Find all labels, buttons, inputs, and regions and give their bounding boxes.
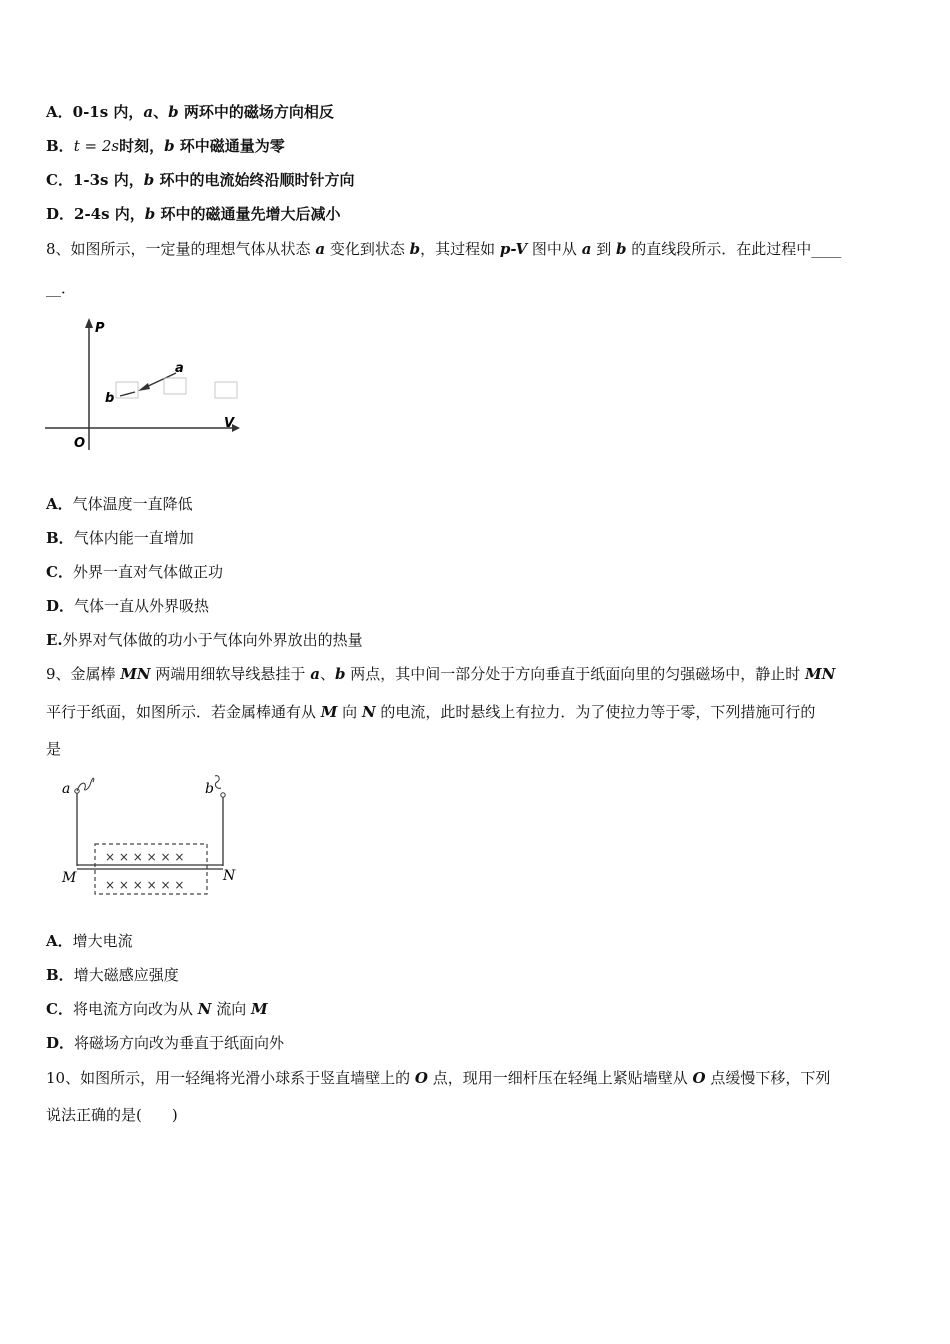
q10-stem-line2: 说法正确的是( ) <box>46 1106 178 1124</box>
p-axis-label: P <box>95 321 105 336</box>
q8-option-e: E.外界对气体做的功小于气体向外界放出的热量 <box>46 631 363 649</box>
point-a-label: a <box>175 361 184 376</box>
v-axis-label: V <box>224 416 235 431</box>
end-n-label: N <box>223 868 236 884</box>
q9-stem-line3: 是 <box>46 740 62 758</box>
q8-option-d: D．气体一直从外界吸热 <box>46 597 210 615</box>
q9-option-c: C．将电流方向改为从 N 流向 M <box>46 1000 268 1018</box>
point-b-label: b <box>205 781 214 797</box>
q8-option-b: B．气体内能一直增加 <box>46 529 194 547</box>
q8-stem-cont: __． <box>46 279 77 297</box>
q10-stem: 10、如图所示，用一轻绳将光滑小球系于竖直墙壁上的 O 点，现用一细杆压在轻绳上紧贴墙壁从 O 点缓慢下移，下列 <box>46 1069 831 1087</box>
rod-magnetic-field-diagram <box>55 770 245 900</box>
suspension-point-b <box>221 793 225 797</box>
q8-stem: 8、如图所示，一定量的理想气体从状态 a 变化到状态 b，其过程如 p-V 图中从 a 到 b 的直线段所示．在此过程中____ <box>46 240 842 258</box>
coil-a <box>77 778 94 791</box>
process-arrow-head <box>138 383 150 391</box>
field-crosses-bottom: × × × × × × <box>105 878 185 892</box>
origin-label: O <box>74 436 86 451</box>
q9-option-d: D．将磁场方向改为垂直于纸面向外 <box>46 1034 285 1052</box>
point-a-label: a <box>62 781 71 797</box>
q9-option-b: B．增大磁感应强度 <box>46 966 179 984</box>
placeholder-box <box>164 378 186 394</box>
q8-option-a: A．气体温度一直降低 <box>46 495 193 513</box>
q7-option-b: B．t = 2s时刻，b 环中磁通量为零 <box>46 137 285 155</box>
q7-option-a: A．0-1s 内，a、b 两环中的磁场方向相反 <box>46 103 334 121</box>
q9-option-a: A．增大电流 <box>46 932 133 950</box>
field-crosses-top: × × × × × × <box>105 850 185 864</box>
coil-b <box>215 776 221 789</box>
p-axis-arrow <box>85 318 93 328</box>
point-b-label: b <box>105 391 115 406</box>
q9-stem-line2: 平行于纸面，如图所示．若金属棒通有从 M 向 N 的电流，此时悬线上有拉力．为了使拉力等于零，下列措施可行的 <box>46 703 816 721</box>
process-line-tail <box>120 392 135 396</box>
q7-option-d: D．2-4s 内，b 环中的磁通量先增大后减小 <box>46 205 341 223</box>
q7-option-c: C．1-3s 内，b 环中的电流始终沿顺时针方向 <box>46 171 355 189</box>
placeholder-box <box>116 382 138 398</box>
placeholder-box <box>215 382 237 398</box>
pv-diagram <box>40 312 250 457</box>
q9-stem: 9、金属棒 MN 两端用细软导线悬挂于 a、b 两点，其中间一部分处于方向垂直于纸面向里的匀强磁场中，静止时 MN <box>46 665 836 683</box>
q8-option-c: C．外界一直对气体做正功 <box>46 563 223 581</box>
end-m-label: M <box>62 870 77 886</box>
